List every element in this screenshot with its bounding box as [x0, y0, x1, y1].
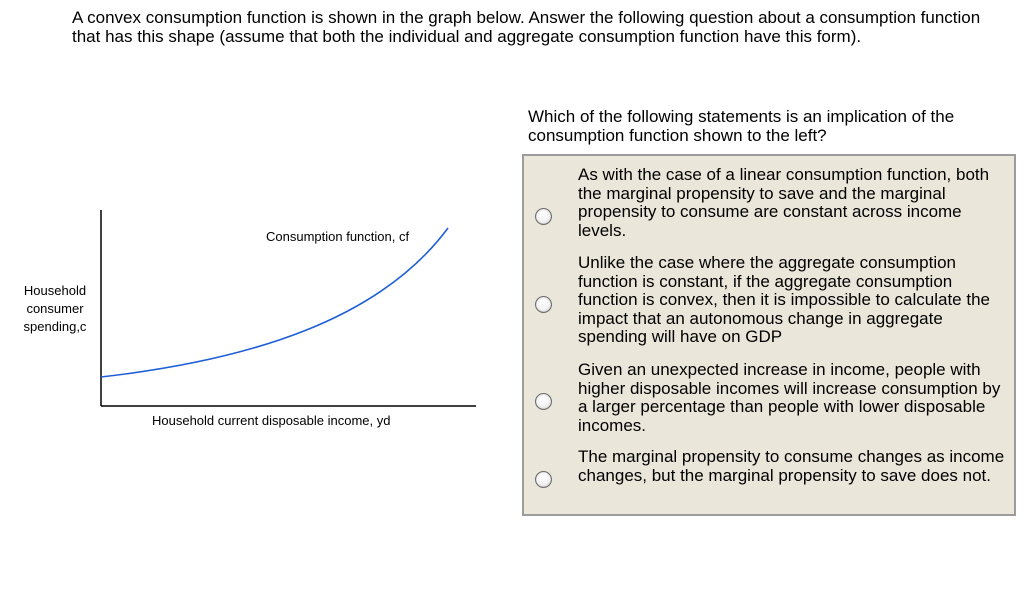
question-text: Which of the following statements is an implication of the consumption function shown to the left? — [528, 107, 955, 145]
choice-label: Unlike the case where the aggregate consumption function is constant, if the aggregate consumption function is convex, then it is impossible to calculate the impact that an autonomous change in aggregate spending will have on GDP — [578, 253, 990, 346]
curve-label: Consumption function, cf — [266, 229, 410, 244]
choice-label: Given an unexpected increase in income, people with higher disposable incomes will increase consumption by a larger percentage than people with lower disposable incomes. — [578, 360, 1001, 435]
answer-choices-panel — [522, 154, 1016, 516]
radio-button-icon[interactable] — [535, 296, 552, 313]
choice-label: As with the case of a linear consumption function, both the marginal propensity to save and the marginal propensity to consume are constant across income levels. — [578, 165, 990, 240]
radio-button-icon[interactable] — [535, 471, 552, 488]
radio-button-icon[interactable] — [535, 208, 552, 225]
consumption-curve — [101, 228, 448, 377]
intro-text: A convex consumption function is shown in the graph below. Answer the following question about a consumption function that has this shape (assume that both the individual and aggregate consumption function have this form). — [72, 8, 981, 46]
consumption-graph — [0, 200, 500, 440]
choice-label: The marginal propensity to consume changes as income changes, but the marginal propensity to save does not. — [578, 447, 1005, 485]
y-axis-label: Household consumer spending,c — [23, 283, 87, 334]
radio-button-icon[interactable] — [535, 393, 552, 410]
x-axis-label: Household current disposable income, yd — [152, 413, 391, 428]
